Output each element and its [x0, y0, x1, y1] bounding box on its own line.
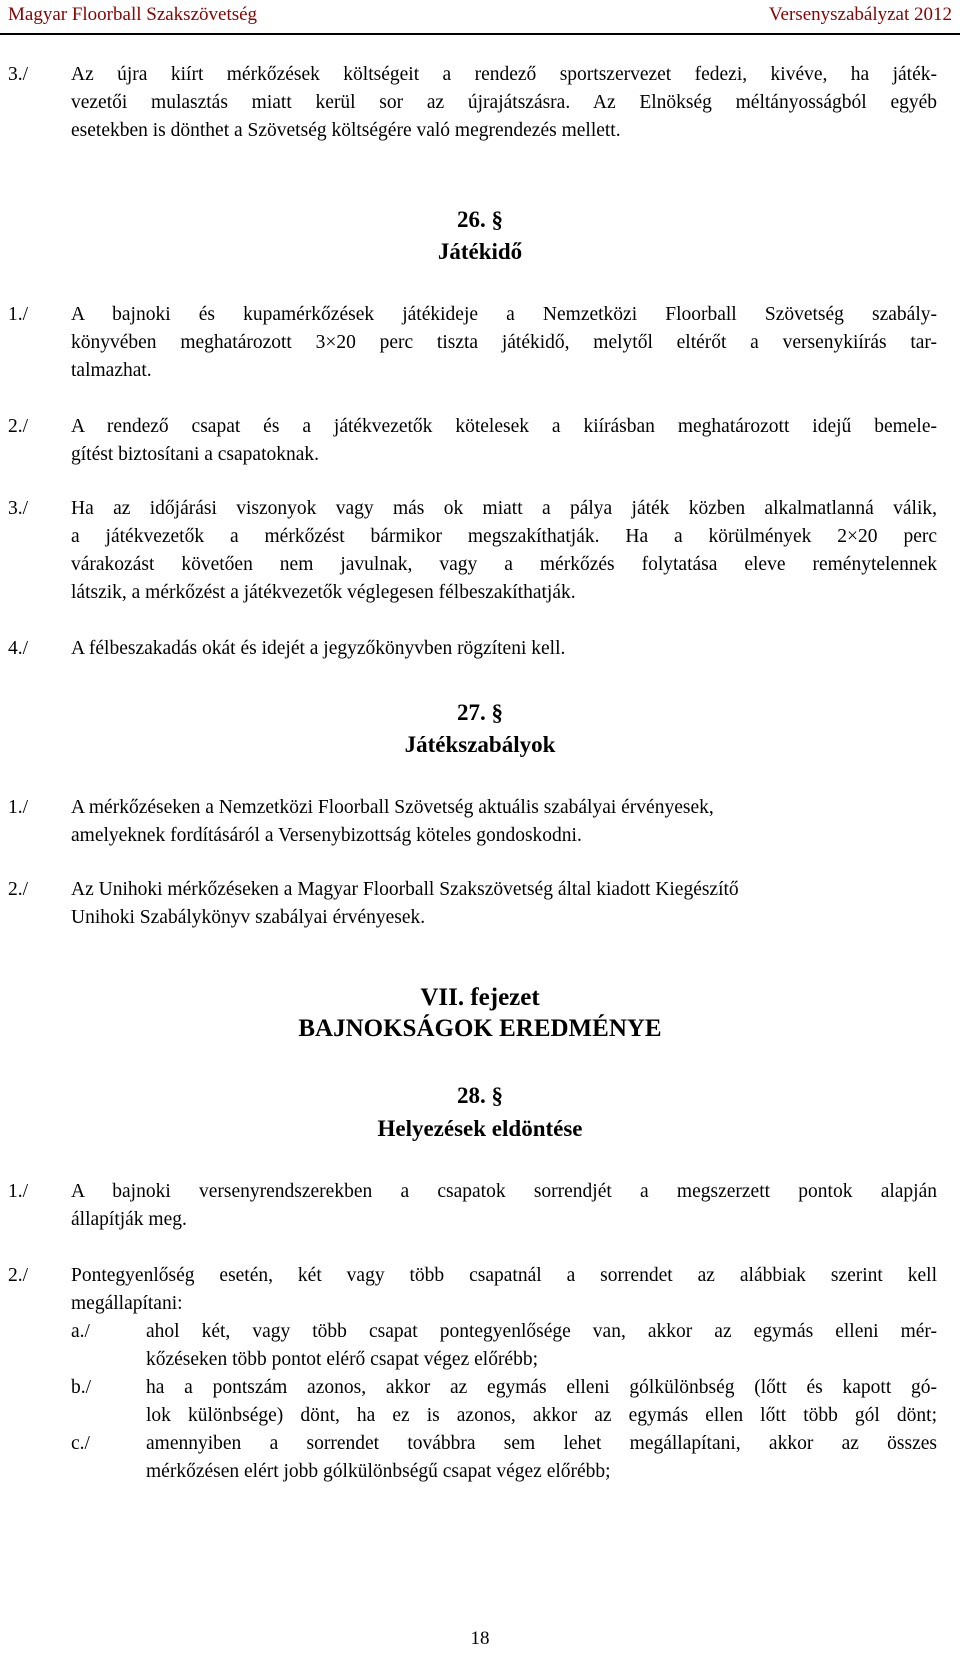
text-line: várakozást követően nem javulnak, vagy a mérkőzés folytatása eleve reménytelennek [71, 554, 937, 575]
text-line: Az Unihoki mérkőzéseken a Magyar Floorball Szakszövetség által kiadott Kiegészítő [71, 879, 739, 900]
paragraph-text [71, 876, 937, 932]
paragraph-number: 1./ [8, 1181, 29, 1202]
text-line: esetekben is dönthet a Szövetség költségére való megrendezés mellett. [71, 120, 621, 141]
chapter-number: VII. fejezet [420, 984, 540, 1011]
running-header-right: Versenyszabályzat 2012 [768, 4, 952, 25]
section-27-title: Játékszabályok [404, 732, 556, 757]
list-marker: c./ [71, 1433, 90, 1454]
text-line: Pontegyenlőség esetén, két vagy több csapatnál a sorrendet az alábbiak szerint kell [71, 1265, 937, 1286]
paragraph-text [71, 61, 937, 145]
text-line: talmazhat. [71, 360, 152, 381]
text-line: vezetői mulasztás miatt kerül sor az újrajátszásra. Az Elnökség méltányosságból egyéb [71, 92, 937, 113]
text-line: A mérkőzéseken a Nemzetközi Floorball Szövetség aktuális szabályai érvényesek, [71, 797, 714, 818]
paragraph-text [71, 495, 937, 607]
text-line: Unihoki Szabálykönyv szabályai érvényesek. [71, 907, 426, 928]
list-item-text [146, 1318, 937, 1374]
paragraph-number: 2./ [8, 416, 29, 437]
page-number: 18 [470, 1628, 490, 1649]
text-line: lok különbsége) dönt, ha ez is azonos, akkor az egymás ellen lőtt több gól dönt; [146, 1405, 937, 1426]
text-line: állapítják meg. [71, 1209, 187, 1230]
running-header-left: Magyar Floorball Szakszövetség [8, 4, 258, 25]
list-item-text [146, 1430, 937, 1486]
chapter-title: BAJNOKSÁGOK EREDMÉNYE [298, 1015, 662, 1042]
paragraph-number: 1./ [8, 797, 29, 818]
section-27-number: 27. § [457, 700, 503, 725]
text-line: amelyeknek fordításáról a Versenybizottság köteles gondoskodni. [71, 825, 582, 846]
header-rule [0, 33, 960, 35]
section-28-title: Helyezések eldöntése [377, 1116, 583, 1141]
paragraph-text [71, 635, 937, 663]
text-line: amennyiben a sorrendet továbbra sem lehet megállapítani, akkor az összes [146, 1433, 937, 1454]
text-line: A bajnoki és kupamérkőzések játékideje a Nemzetközi Floorball Szövetség szabály- [71, 304, 937, 325]
paragraph-text [71, 1178, 937, 1234]
text-line: megállapítani: [71, 1293, 183, 1314]
text-line: A félbeszakadás okát és idejét a jegyzőkönyvben rögzíteni kell. [71, 638, 566, 659]
text-line: kőzéseken több pontot elérő csapat végez előrébb; [146, 1349, 539, 1370]
text-line: ahol két, vagy több csapat pontegyenlősége van, akkor az egymás elleni mér- [146, 1321, 937, 1342]
text-line: A rendező csapat és a játékvezetők kötelesek a kiírásban meghatározott idejű bemele- [71, 416, 937, 437]
list-item-text [146, 1374, 937, 1430]
text-line: A bajnoki versenyrendszerekben a csapatok sorrendjét a megszerzett pontok alapján [71, 1181, 937, 1202]
text-line: ha a pontszám azonos, akkor az egymás elleni gólkülönbség (lőtt és kapott gó- [146, 1377, 937, 1398]
paragraph-text [71, 301, 937, 385]
paragraph-number: 2./ [8, 1265, 29, 1286]
paragraph-text [71, 413, 937, 469]
section-28-number: 28. § [457, 1083, 503, 1108]
paragraph-number: 3./ [8, 64, 29, 85]
text-line: a játékvezetők a mérkőzést bármikor megszakíthatják. Ha a körülmények 2×20 perc [71, 526, 937, 547]
text-line: Ha az időjárási viszonyok vagy más ok miatt a pálya játék közben alkalmatlanná válik, [71, 498, 937, 519]
text-line: könyvében meghatározott 3×20 perc tiszta játékidő, melytől eltérőt a versenykiírás tar- [71, 332, 937, 353]
text-line: látszik, a mérkőzést a játékvezetők véglegesen félbeszakíthatják. [71, 582, 576, 603]
section-26-number: 26. § [457, 207, 503, 232]
paragraph-text [71, 794, 937, 850]
paragraph-number: 1./ [8, 304, 29, 325]
paragraph-number: 2./ [8, 879, 29, 900]
text-line: gítést biztosítani a csapatoknak. [71, 444, 320, 465]
paragraph-text [71, 1262, 937, 1318]
text-line: Az újra kiírt mérkőzések költségeit a rendező sportszervezet fedezi, kivéve, ha játék- [71, 64, 937, 85]
list-marker: a./ [71, 1321, 90, 1342]
paragraph-number: 4./ [8, 638, 29, 659]
section-26-title: Játékidő [437, 239, 523, 264]
text-line: mérkőzésen elért jobb gólkülönbségű csapat végez előrébb; [146, 1461, 611, 1482]
paragraph-number: 3./ [8, 498, 29, 519]
list-marker: b./ [71, 1377, 92, 1398]
